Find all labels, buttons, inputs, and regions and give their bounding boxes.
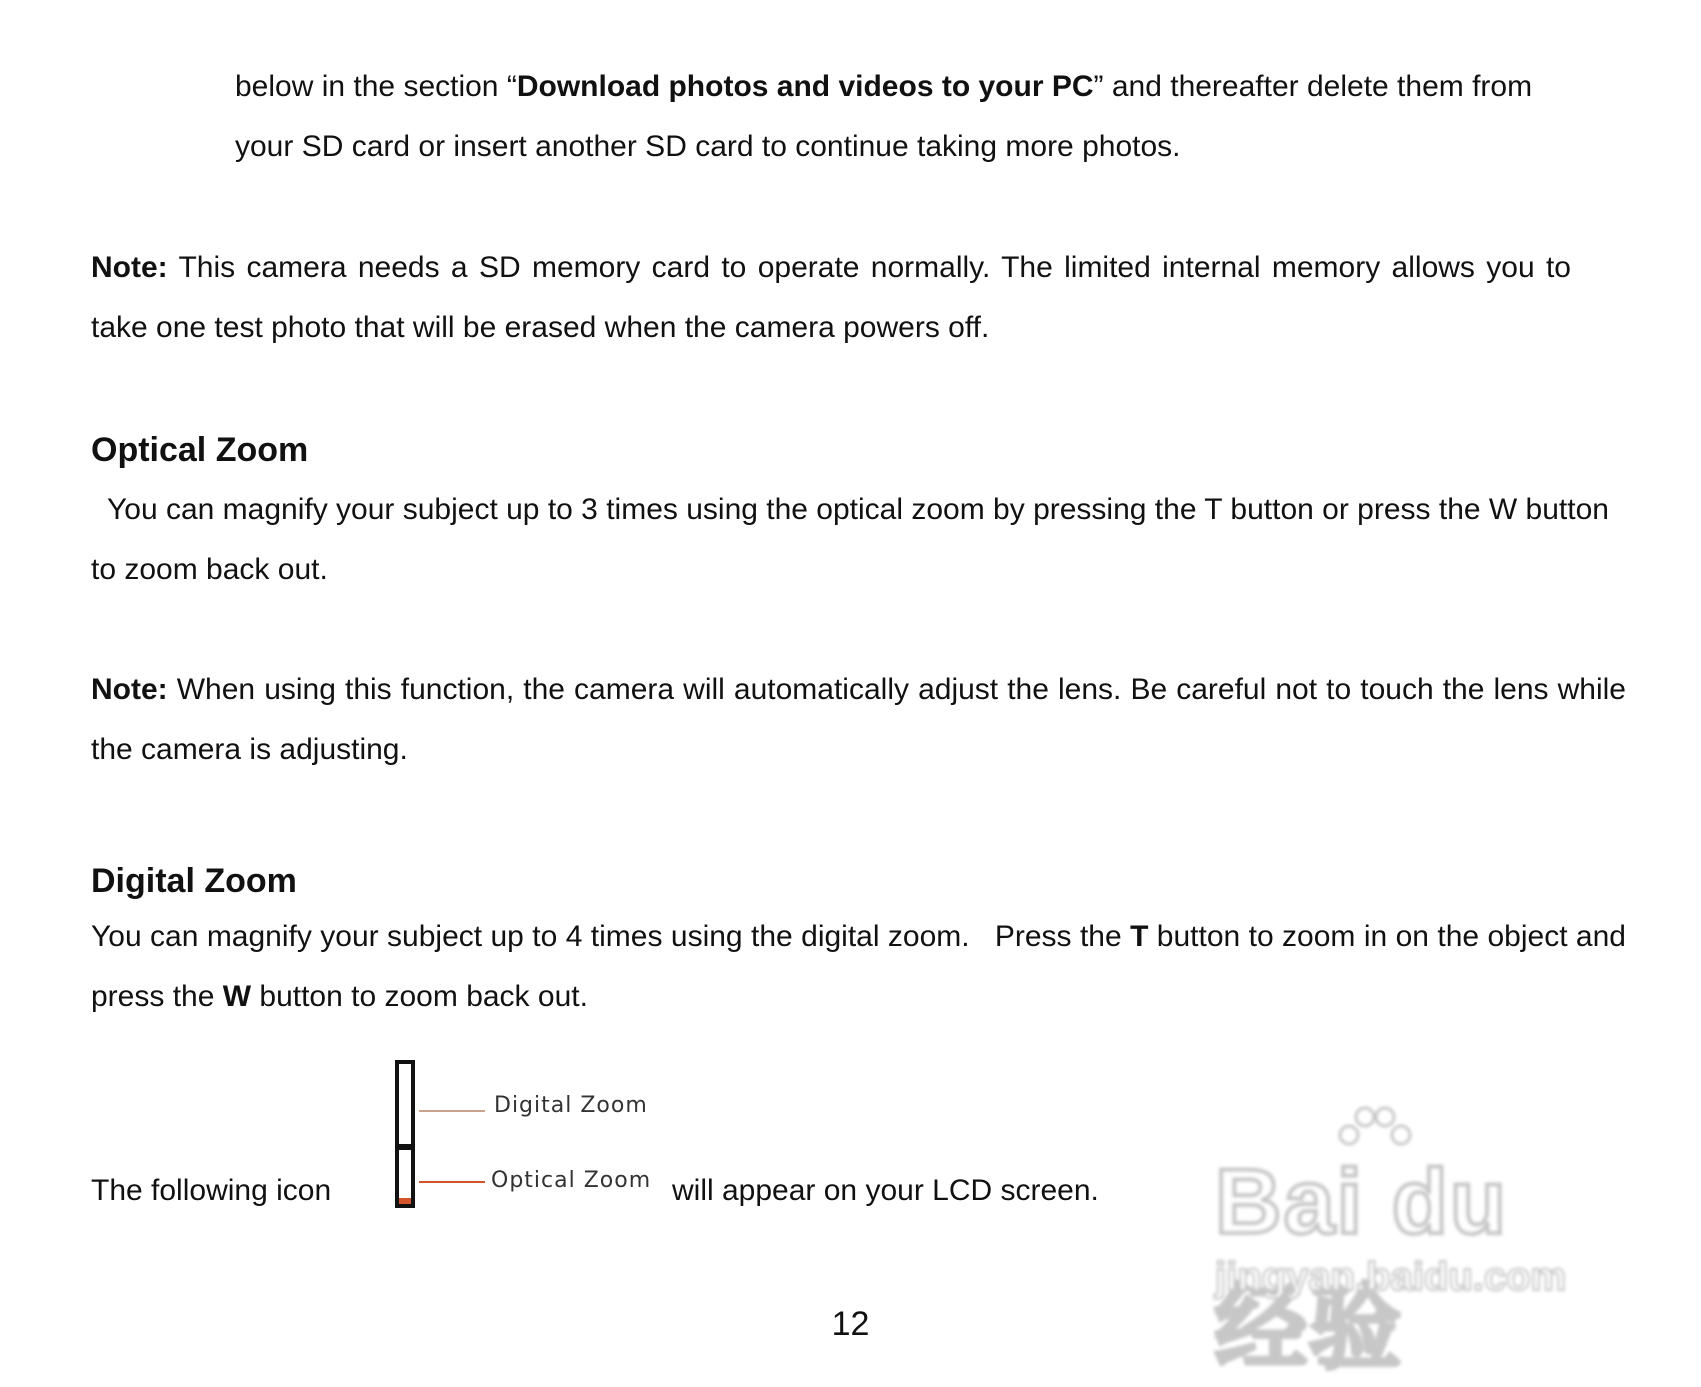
note-label: Note:	[91, 251, 168, 284]
watermark-url-text: jingyan.baidu.com	[1215, 1255, 1567, 1299]
optical-zoom-text: You can magnify your subject up to 3 times using the optical zoom by pressing the T button or press the W button to zoom back out.	[91, 493, 1609, 586]
note-label: Note:	[91, 673, 168, 706]
page-number: 12	[831, 1305, 870, 1343]
digital-zoom-segment	[395, 1060, 415, 1148]
optical-zoom-paragraph	[91, 480, 1626, 600]
optical-zoom-heading: Optical Zoom	[91, 431, 309, 469]
digital-zoom-text-1: You can magnify your subject up to 4 times using the digital zoom. Press the	[91, 920, 1131, 953]
intro-paragraph	[235, 57, 1570, 177]
baidu-watermark	[1205, 1105, 1625, 1380]
digital-zoom-leader-line	[419, 1110, 485, 1112]
digital-zoom-text-3: button to zoom back out.	[251, 980, 588, 1013]
digital-zoom-heading: Digital Zoom	[91, 862, 297, 900]
icon-row-suffix: will appear on your LCD screen.	[672, 1174, 1099, 1207]
watermark-main-text: Bai du 经验	[1215, 1151, 1509, 1380]
intro-text-end: ” and thereafter delete them from your SD card or insert another SD card to continue taking more photos.	[235, 70, 1533, 163]
t-button-label: T	[1130, 920, 1149, 953]
digital-zoom-text-2: button to zoom in on the object and press the	[91, 920, 1626, 1013]
digital-zoom-label: Digital Zoom	[494, 1093, 648, 1118]
optical-zoom-level-fill	[399, 1198, 411, 1204]
optical-zoom-leader-line	[419, 1181, 485, 1183]
note-lens	[91, 660, 1626, 780]
note-sd-card	[91, 238, 1571, 358]
w-button-label: W	[222, 980, 252, 1013]
digital-zoom-paragraph	[91, 907, 1626, 1027]
intro-text-start: below in the section “	[235, 70, 517, 103]
optical-zoom-label: Optical Zoom	[491, 1168, 652, 1193]
icon-row-prefix: The following icon	[91, 1174, 332, 1207]
zoom-indicator-icon	[395, 1060, 415, 1208]
note-text: This camera needs a SD memory card to operate normally. The limited internal memory allows you to take one test photo that will be erased when the camera powers off.	[91, 251, 1571, 344]
intro-bold-section: Download photos and videos to your PC	[516, 70, 1094, 103]
note-text: When using this function, the camera will automatically adjust the lens. Be careful not to touch the lens while the camera is adjusting.	[91, 673, 1626, 766]
optical-zoom-segment	[395, 1146, 415, 1208]
